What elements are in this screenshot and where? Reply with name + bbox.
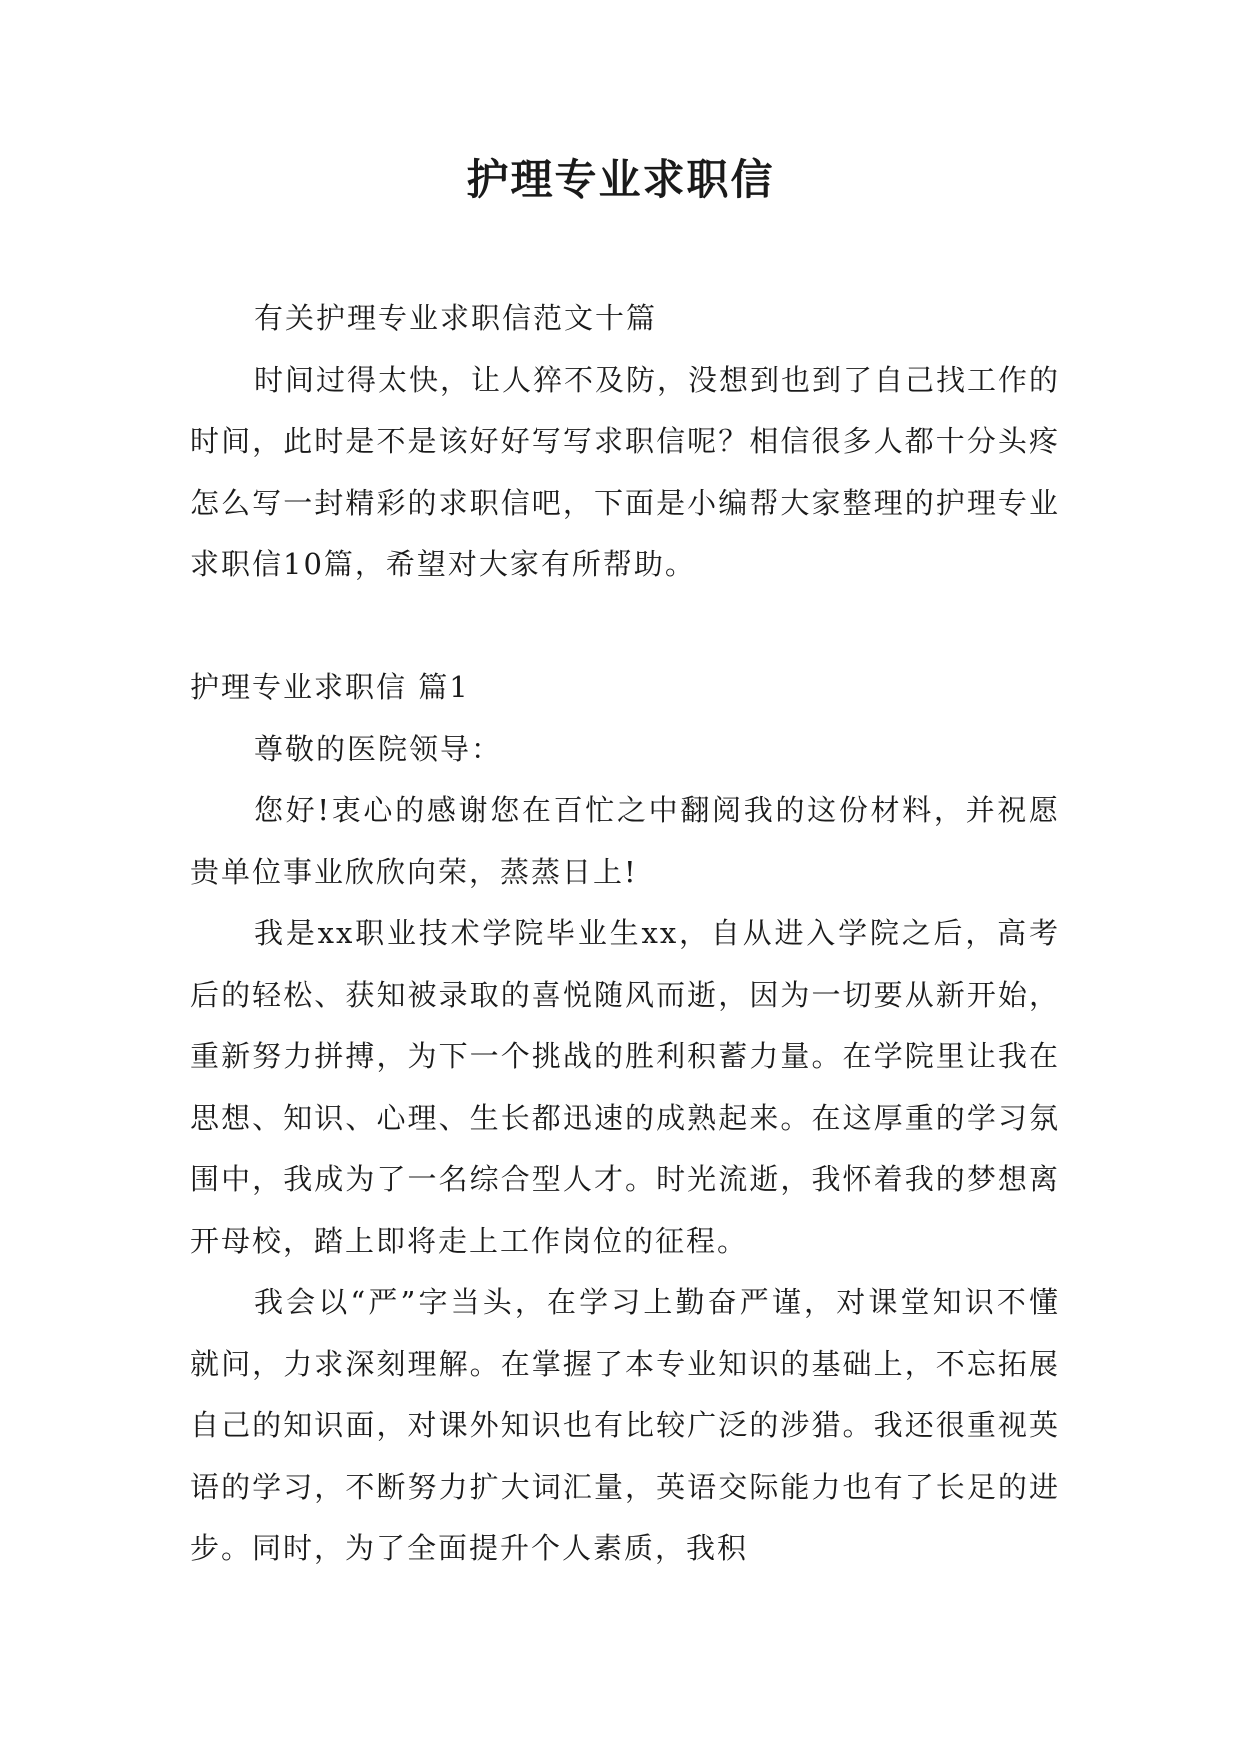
letter-salutation: 尊敬的医院领导：: [254, 731, 503, 766]
intro-subtitle: 有关护理专业求职信范文十篇: [254, 301, 658, 335]
letter-greeting: 您好!衷心的感谢您在百忙之中翻阅我的这份材料，并祝愿贵单位事业欣欣向荣，蒸蒸日上!: [190, 793, 1060, 889]
document-title: 护理专业求职信: [466, 155, 775, 204]
letter-paragraph-1: 我是xx职业技术学院毕业生xx，自从进入学院之后，高考后的轻松、获知被录取的喜悦随风而逝，因为一切要从新开始，重新努力拼搏，为下一个挑战的胜利积蓄力量。在学院里让我在思想、知识、心理、生长都迅速的成熟起来。在这厚重的学习氛围中，我成为了一名综合型人才。时光流逝，我怀着我的梦想离开母校，踏上即将走上工作岗位的征程。: [190, 916, 1060, 1258]
intro-paragraph: 时间过得太快，让人猝不及防，没想到也到了自己找工作的时间，此时是不是该好好写写求职信呢？相信很多人都十分头疼怎么写一封精彩的求职信吧，下面是小编帮大家整理的护理专业求职信10篇，希望对大家有所帮助。: [190, 362, 1061, 581]
letter-paragraph-2: 我会以“严”字当头，在学习上勤奋严谨，对课堂知识不懂就问，力求深刻理解。在掌握了本专业知识的基础上，不忘拓展自己的知识面，对课外知识也有比较广泛的涉猎。我还很重视英语的学习，不断努力扩大词汇量，英语交际能力也有了长足的进步。同时，为了全面提升个人素质，我积: [190, 1285, 1060, 1565]
document-body: [190, 288, 1060, 1580]
section-heading: 护理专业求职信 篇1: [190, 670, 470, 704]
